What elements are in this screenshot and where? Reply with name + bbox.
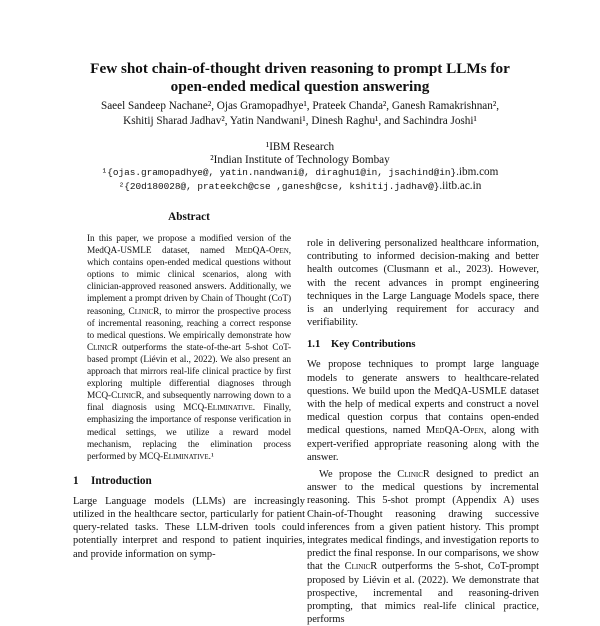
paragraph-part: outperforms the 5-shot, CoT-prompt proposed by Liévin et al. (2022). We demonstrate that prospective, incremental and reasoning-driven prompting, that mimics real-life clinical practice, performs (307, 561, 539, 626)
abstract-part: , and subsequently narrowing down to a final diagnosis using MCQ- (87, 391, 291, 414)
section-heading-introduction (73, 475, 305, 487)
method-name: Eliminative (207, 403, 253, 414)
section-number: 1 (73, 474, 79, 487)
abstract-part: outperforms the state-of-the-art 5-shot CoT-based prompt (Liévin et al., 2022). We also present an approach that mirrors real-life clinical practice by first exploring multiple differential diagnoses through MCQ- (87, 342, 291, 402)
paragraph-part: We propose techniques to prompt large language models to generate answers to healthcare-related questions. We build upon the MedQA-USMLE dataset with the help of medical experts and construct a novel medical question corpus that contains open-ended medical questions, named (307, 359, 539, 437)
email-ibm-domain: .ibm.com (456, 166, 499, 178)
subsection-heading-key-contributions (307, 339, 539, 350)
email-iitb (40, 180, 560, 194)
abstract-part: , which contains open-ended medical questions without options to mimic clinical scenarios, along with clinician-approved reasoned answers. Additionally, we implement a prompt driven by Chain of Thought (CoT) reasoning, (87, 246, 291, 317)
affiliation-iitb: ²Indian Institute of Technology Bombay (210, 153, 390, 166)
subsection-number: 1.1 (307, 339, 321, 351)
paragraph-part: , along with expert-verified appropriate reasoning along with the answer. (307, 425, 539, 463)
contribution-paragraph-2 (307, 468, 539, 626)
title-line-2: open-ended medical question answering (170, 78, 430, 95)
abstract-part: , to mirror the prospective process of incremental reasoning, reaching a correct response to medical questions. We empirically demonstrate how (87, 306, 291, 341)
right-column (307, 237, 539, 626)
abstract-part: . Finally, emphasizing the importance of response verification in medical settings, we utilize a reward model mechanism, replacing the elimination process performed by MCQ- (87, 403, 291, 462)
method-name: ClinicR (344, 561, 378, 573)
method-name: ClinicR (87, 342, 118, 353)
email-iitb-domain: .iitb.ac.in (439, 179, 482, 192)
author-list (40, 99, 560, 128)
subsection-title: Key Contributions (331, 339, 416, 351)
method-name: ClinicR (111, 391, 142, 402)
title-line-1: Few shot chain-of-thought driven reasoning to prompt LLMs for (90, 60, 510, 77)
abstract-part: In this paper, we propose a modified version of the MedQA-USMLE dataset, named (87, 234, 291, 257)
paragraph-part: designed to predict an answer to the medical questions by incremental reasoning. This 5-shot prompt (Appendix A) uses Chain-of-Thought reasoning drawing successive inferences from a given patient history. This prompt integrates medical findings, and investigation reports to predict the final response. In our comparisons, we show that the (307, 469, 539, 573)
affiliations (40, 141, 560, 193)
dataset-name: MedQA-Open (426, 425, 484, 437)
abstract-text (73, 233, 305, 463)
email-iitb-handles: ²{20d180028@, prateekch@cse ,ganesh@cse, kshitij.jadhav@} (118, 180, 440, 192)
left-column (73, 211, 305, 561)
method-name: ClinicR (397, 469, 430, 481)
authors-line-1: Saeel Sandeep Nachane², Ojas Gramopadhye¹, Prateek Chanda², Ganesh Ramakrishnan², (100, 100, 499, 112)
intro-continuation-paragraph: role in delivering personalized healthcare information, contributing to informed decision-making and better health outcomes (Clusmann et al., 2023). However, with the recent advances in prompt engineering techniques in the Large Language Models space, there is an underlying requirement for accuracy and verifiability. (307, 238, 539, 329)
paragraph-part: We propose the (319, 469, 398, 481)
method-name: ClinicR (128, 306, 160, 317)
method-name: Eliminative (163, 451, 209, 462)
email-ibm-handles: ¹{ojas.gramopadhye@, yatin.nandwani@, diraghu1@in, jsachind@in} (101, 167, 457, 178)
section-title: Introduction (91, 474, 152, 487)
affiliation-ibm: ¹IBM Research (265, 141, 335, 153)
contribution-paragraph-1 (307, 358, 539, 464)
abstract-part: .¹ (208, 451, 214, 462)
dataset-name: MedQA-Open (235, 246, 289, 257)
abstract-heading: Abstract (168, 211, 210, 223)
authors-line-2: Kshitij Sharad Jadhav², Yatin Nandwani¹, Dinesh Raghu¹, and Sachindra Joshi¹ (123, 114, 477, 127)
intro-paragraph: Large Language models (LLMs) are increasingly utilized in the healthcare sector, particularly for patient query-related tasks. These LLM-driven tools could potentially interpret and respond to patient inquiries, and provide information on symp- (73, 495, 305, 560)
email-ibm (40, 166, 560, 180)
paper-title (0, 60, 600, 96)
